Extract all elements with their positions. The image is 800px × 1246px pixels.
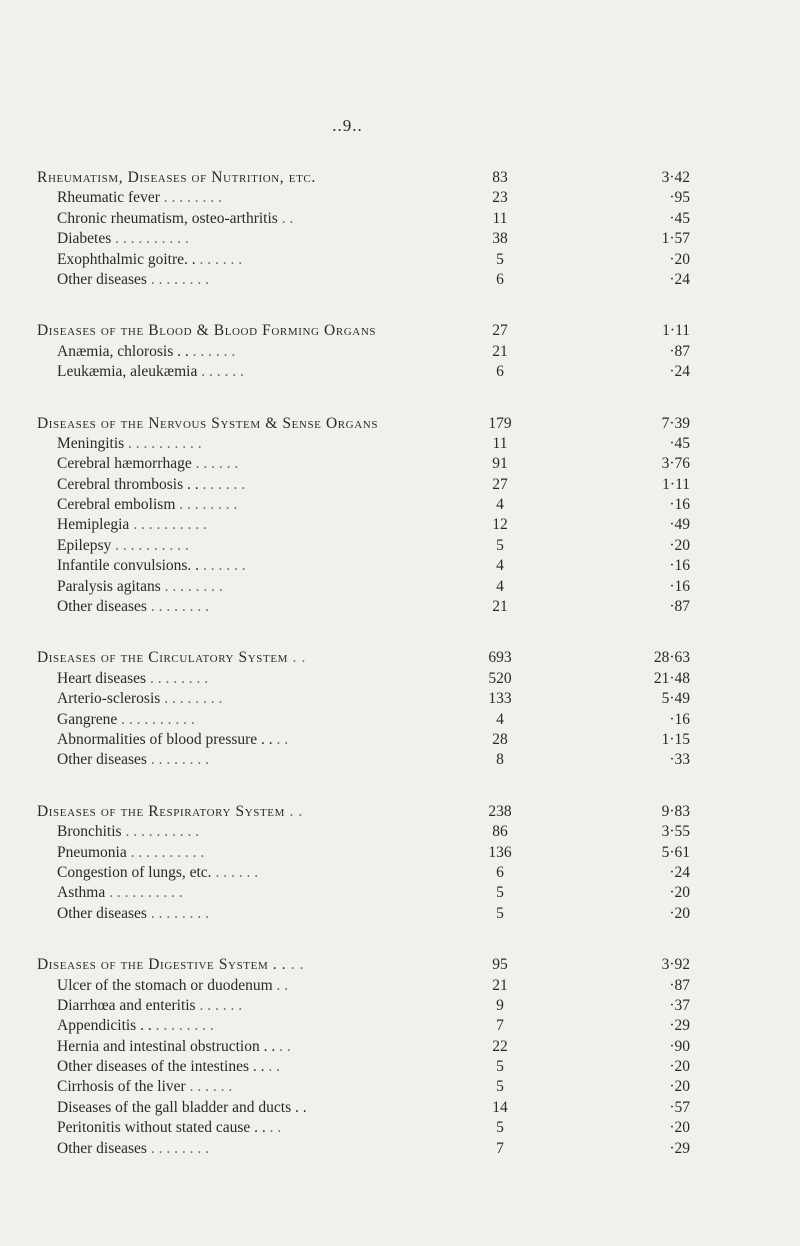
death-rate: ·20: [669, 1119, 690, 1137]
row-label-text: Rheumatic fever: [57, 189, 160, 207]
section-header-row: [0, 648, 800, 668]
death-rate: 1·11: [662, 475, 690, 493]
death-rate: ·90: [669, 1037, 690, 1055]
row-label: [57, 434, 202, 454]
row-label-text: Other diseases: [57, 904, 147, 922]
table-row: [0, 1037, 800, 1057]
death-count: 5: [496, 1078, 504, 1096]
death-rate: ·87: [669, 598, 690, 616]
row-label: [57, 689, 222, 709]
leader-dots: . . . . . . . . . .: [117, 710, 195, 728]
row-label-text: Peritonitis without stated cause . .: [57, 1119, 266, 1137]
death-rate: 1·57: [661, 230, 690, 248]
table-row: [0, 1057, 800, 1077]
row-label: [57, 750, 209, 770]
table-row: [0, 730, 800, 750]
death-count: 6: [496, 863, 504, 881]
death-count: 6: [496, 270, 504, 288]
page-number: ..9..: [332, 116, 363, 135]
leader-dots: . . . . . .: [197, 363, 244, 381]
row-label-text: Paralysis agitans: [57, 577, 161, 595]
leader-dots: . . . . . . . .: [160, 577, 223, 595]
death-count: 5: [496, 884, 504, 902]
row-label-text: Rheumatism, Diseases of Nutrition, etc.: [37, 169, 316, 186]
death-count: 28: [492, 730, 508, 748]
row-label: [57, 250, 242, 270]
leader-dots: . .: [272, 730, 289, 748]
leader-dots: . . . . . . . .: [160, 690, 223, 708]
row-label: [57, 996, 242, 1016]
row-label-text: Exophthalmic goitre. .: [57, 250, 196, 268]
death-rate: ·20: [669, 536, 690, 554]
row-label: [37, 321, 376, 341]
leader-dots: . .: [277, 209, 294, 227]
row-label-text: Cirrhosis of the liver: [57, 1078, 186, 1096]
death-count: 5: [496, 536, 504, 554]
row-label: [57, 342, 235, 362]
table-row: [0, 863, 800, 883]
leader-dots: . . . . . . . . . .: [129, 516, 207, 534]
death-rate: ·29: [669, 1017, 690, 1035]
death-count: 12: [492, 516, 508, 534]
leader-dots: . . . . . . . .: [146, 669, 209, 687]
row-label-text: Diabetes: [57, 230, 112, 248]
table-row: [0, 883, 800, 903]
row-label-text: Abnormalities of blood pressure . .: [57, 730, 273, 748]
death-rate: ·20: [669, 904, 690, 922]
row-label: [57, 1077, 232, 1097]
death-rate: 3·42: [661, 169, 690, 186]
row-label: [57, 730, 288, 750]
death-rate: 7·39: [661, 414, 690, 432]
table-section: [0, 802, 800, 924]
death-rate: ·20: [669, 250, 690, 268]
table-row: [0, 434, 800, 454]
row-label: [57, 883, 183, 903]
leader-dots: . . . . . .: [191, 455, 239, 473]
row-label-text: Ulcer of the stomach or duodenum: [57, 976, 273, 994]
death-count: 23: [492, 189, 508, 207]
death-rate: ·95: [669, 189, 690, 207]
leader-dots: . . . . . . . .: [175, 496, 238, 514]
death-count: 4: [496, 710, 504, 728]
row-label: [57, 536, 189, 556]
death-count: 5: [496, 904, 504, 922]
leader-dots: . .: [272, 976, 289, 994]
leader-dots: . . . . . . . .: [146, 751, 209, 769]
row-label: [57, 843, 204, 863]
row-label: [37, 414, 378, 434]
row-label: [57, 1118, 281, 1138]
death-count: 179: [488, 414, 512, 432]
death-rate: 5·49: [661, 690, 690, 708]
death-rate: ·16: [669, 496, 690, 514]
section-header-row: [0, 414, 800, 434]
table-row: [0, 1139, 800, 1159]
death-rate: ·33: [669, 751, 690, 769]
death-count: 9: [496, 996, 504, 1014]
row-label: [57, 270, 209, 290]
death-count: 14: [492, 1098, 508, 1116]
row-label: [57, 1098, 307, 1118]
table-row: [0, 577, 800, 597]
table-row: [0, 669, 800, 689]
death-count: 21: [492, 342, 508, 360]
death-rate: ·20: [669, 1058, 690, 1076]
leader-dots: . . . . . .: [185, 1078, 233, 1096]
table-section: [0, 955, 800, 1159]
leader-dots: . . . . . . . . . .: [126, 843, 205, 861]
death-rate: ·87: [669, 976, 690, 994]
death-count: 136: [488, 843, 512, 861]
row-label-text: Cerebral thrombosis . .: [57, 475, 199, 493]
table-row: [0, 188, 800, 208]
row-label-text: Appendicitis . .: [57, 1017, 152, 1035]
death-rate: ·24: [669, 270, 690, 288]
row-label: [57, 597, 209, 617]
table-row: [0, 710, 800, 730]
row-label: [57, 188, 222, 208]
death-rate: ·29: [669, 1139, 690, 1157]
table-row: [0, 822, 800, 842]
table-section: [0, 414, 800, 618]
death-count: 86: [492, 823, 508, 841]
row-label-text: Bronchitis: [57, 823, 122, 841]
death-rate: 21·48: [653, 669, 690, 687]
death-rate: ·45: [669, 434, 690, 452]
section-header-row: [0, 955, 800, 975]
death-count: 4: [496, 496, 504, 514]
row-label-text: Hemiplegia: [57, 516, 130, 534]
row-label-text: Epilepsy: [57, 536, 112, 554]
section-header-row: [0, 802, 800, 822]
row-label: [37, 648, 306, 668]
leader-dots: . .: [265, 1119, 282, 1137]
table-row: [0, 1016, 800, 1036]
death-count: 8: [496, 751, 504, 769]
row-label-text: Infantile convulsions. .: [57, 557, 200, 575]
table-section: [0, 168, 800, 290]
row-label-text: Diarrhœa and enteritis: [57, 996, 196, 1014]
row-label-text: Congestion of lungs, etc.: [57, 863, 212, 881]
table-row: [0, 597, 800, 617]
row-label: [57, 577, 223, 597]
table-section: [0, 648, 800, 770]
leader-dots: . . . . . . . . . .: [111, 230, 189, 248]
death-count: 6: [496, 363, 504, 381]
death-count: 133: [488, 690, 512, 708]
death-count: 21: [492, 598, 508, 616]
death-rate: 5·61: [661, 843, 690, 861]
table-row: [0, 976, 800, 996]
death-rate: ·16: [669, 577, 690, 595]
leader-dots: . . . . . . . .: [146, 1139, 209, 1157]
row-label: [57, 1016, 214, 1036]
table-row: [0, 362, 800, 382]
leader-dots: . . . . . .: [188, 342, 236, 360]
death-rate: 9·83: [661, 802, 690, 820]
row-label: [57, 454, 238, 474]
death-count: 27: [492, 475, 508, 493]
leader-dots: . . . . . . . .: [146, 904, 209, 922]
row-label: [57, 822, 199, 842]
section-header-row: [0, 321, 800, 341]
death-count: 693: [488, 649, 512, 667]
death-rate: 1·15: [661, 730, 690, 748]
row-label: [57, 475, 245, 495]
table-row: [0, 342, 800, 362]
row-label: [57, 976, 288, 996]
death-rate: ·87: [669, 342, 690, 360]
row-label-text: Other diseases: [57, 751, 147, 769]
row-label-text: Diseases of the Blood & Blood Forming Organs: [37, 322, 377, 340]
table-row: [0, 996, 800, 1016]
section-header-row: [0, 168, 800, 188]
leader-dots: . . . . . .: [195, 996, 243, 1014]
table-row: [0, 229, 800, 249]
leader-dots: . .: [285, 802, 303, 820]
leader-dots: . . . . . . . . . .: [124, 434, 202, 452]
death-rate: ·24: [669, 863, 690, 881]
death-count: 95: [492, 956, 508, 974]
row-label-text: Diseases of the Circulatory System: [37, 649, 289, 667]
death-rate: ·24: [669, 363, 690, 381]
leader-dots: . . . . . . . .: [146, 598, 209, 616]
death-rate: ·37: [669, 996, 690, 1014]
row-label: [57, 229, 189, 249]
leader-dots: . . . . . . . .: [146, 270, 209, 288]
table-row: [0, 495, 800, 515]
row-label-text: Heart diseases: [57, 669, 147, 687]
row-label-text: Leukæmia, aleukæmia: [57, 363, 198, 381]
row-label-text: Cerebral embolism: [57, 496, 176, 514]
death-rate: ·16: [669, 710, 690, 728]
mortality-table: [0, 168, 800, 1190]
table-row: [0, 270, 800, 290]
death-rate: ·45: [669, 209, 690, 227]
table-row: [0, 750, 800, 770]
table-row: [0, 1077, 800, 1097]
row-label-text: Arterio-sclerosis: [57, 690, 161, 708]
death-count: 5: [496, 1119, 504, 1137]
row-label: [57, 904, 209, 924]
death-count: 4: [496, 557, 504, 575]
death-rate: ·20: [669, 1078, 690, 1096]
death-count: 38: [492, 230, 508, 248]
death-count: 11: [492, 434, 508, 452]
row-label: [57, 669, 208, 689]
death-count: 27: [492, 322, 508, 340]
row-label-text: Cerebral hæmorrhage: [57, 455, 192, 473]
death-count: 11: [492, 209, 508, 227]
leader-dots: . . . . . . . . . .: [111, 536, 189, 554]
leader-dots: . . . . . . . .: [159, 189, 222, 207]
row-label-text: Other diseases of the intestines . .: [57, 1058, 265, 1076]
table-row: [0, 556, 800, 576]
leader-dots: . . . . . . . .: [151, 1017, 214, 1035]
death-count: 520: [488, 669, 512, 687]
death-count: 91: [492, 455, 508, 473]
row-label-text: Gangrene: [57, 710, 118, 728]
row-label: [57, 556, 246, 576]
table-row: [0, 904, 800, 924]
death-rate: ·20: [669, 884, 690, 902]
leader-dots: . . . . . .: [195, 250, 243, 268]
death-count: 7: [496, 1017, 504, 1035]
leader-dots: . . . . . . . . . .: [105, 884, 183, 902]
row-label-text: Other diseases: [57, 598, 147, 616]
table-row: [0, 1098, 800, 1118]
row-label: [57, 1057, 280, 1077]
death-count: 83: [492, 169, 508, 186]
row-label: [57, 495, 237, 515]
leader-dots: . . . . . .: [199, 557, 246, 575]
leader-dots: . . . . . .: [198, 475, 246, 493]
row-label: [37, 955, 304, 975]
death-rate: ·57: [669, 1098, 690, 1116]
row-label-text: Other diseases: [57, 270, 147, 288]
table-row: [0, 475, 800, 495]
row-label: [57, 863, 258, 883]
row-label-text: Diseases of the gall bladder and ducts . .: [57, 1098, 307, 1116]
death-count: 7: [496, 1139, 504, 1157]
row-label-text: Diseases of the Digestive System . .: [37, 956, 287, 974]
leader-dots: . .: [286, 956, 305, 974]
table-row: [0, 209, 800, 229]
death-count: 5: [496, 1058, 504, 1076]
death-rate: 3·55: [661, 823, 690, 841]
table-row: [0, 536, 800, 556]
row-label: [37, 168, 316, 188]
row-label-text: Meningitis: [57, 434, 125, 452]
row-label: [37, 802, 303, 822]
death-count: 238: [488, 802, 512, 820]
row-label-text: Pneumonia: [57, 843, 127, 861]
table-section: [0, 321, 800, 382]
row-label: [57, 710, 195, 730]
table-row: [0, 1118, 800, 1138]
leader-dots: . .: [275, 1037, 291, 1055]
death-rate: ·16: [669, 557, 690, 575]
row-label-text: Diseases of the Respiratory System: [37, 802, 285, 820]
row-label-text: Diseases of the Nervous System & Sense Organs: [37, 414, 379, 432]
death-rate: 3·92: [661, 956, 690, 974]
row-label: [57, 1037, 291, 1057]
row-label: [57, 209, 293, 229]
table-row: [0, 515, 800, 535]
row-label-text: Anæmia, chlorosis . .: [57, 342, 189, 360]
row-label: [57, 362, 244, 382]
leader-dots: . . . . . .: [211, 863, 259, 881]
row-label: [57, 1139, 209, 1159]
death-count: 4: [496, 577, 504, 595]
table-row: [0, 454, 800, 474]
table-row: [0, 843, 800, 863]
row-label-text: Asthma: [57, 884, 106, 902]
death-rate: 3·76: [661, 455, 690, 473]
death-count: 21: [492, 976, 508, 994]
table-row: [0, 250, 800, 270]
row-label: [57, 515, 207, 535]
death-rate: 1·11: [662, 322, 690, 340]
death-count: 22: [492, 1037, 508, 1055]
death-rate: 28·63: [653, 649, 690, 667]
leader-dots: . .: [264, 1058, 280, 1076]
leader-dots: . . . . . . . . . .: [121, 823, 200, 841]
row-label-text: Other diseases: [57, 1139, 147, 1157]
table-row: [0, 689, 800, 709]
leader-dots: . .: [288, 649, 306, 667]
death-count: 5: [496, 250, 504, 268]
row-label-text: Hernia and intestinal obstruction . .: [57, 1037, 276, 1055]
death-rate: ·49: [669, 516, 690, 534]
row-label-text: Chronic rheumatism, osteo-arthritis: [57, 209, 278, 227]
